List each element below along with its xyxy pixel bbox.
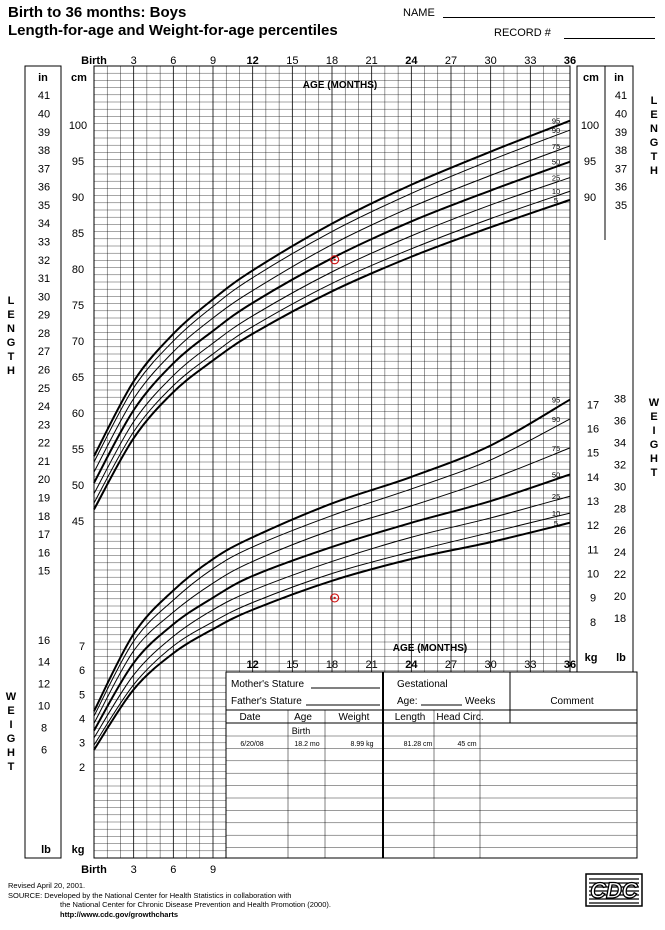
length-tick-cm: 45 bbox=[71, 516, 85, 528]
length-tick-in: 41 bbox=[37, 90, 51, 103]
weight-tick-kg-right: 17 bbox=[586, 399, 600, 412]
length-tick-cm-right: 90 bbox=[583, 192, 597, 204]
weight-tick-lb-right: 18 bbox=[613, 612, 627, 625]
age-tick-top: 15 bbox=[286, 55, 299, 67]
age-tick-bottom: 9 bbox=[209, 864, 217, 876]
length-tick-cm: 75 bbox=[71, 300, 85, 312]
length-tick-cm: 55 bbox=[71, 444, 85, 456]
plotted-point-dot bbox=[333, 597, 335, 599]
length-tick-in-right: 39 bbox=[614, 126, 628, 139]
length-tick-cm: 85 bbox=[71, 228, 85, 240]
length-tick-in: 24 bbox=[37, 401, 51, 414]
length-tick-in: 27 bbox=[37, 346, 51, 359]
length-tick-in: 36 bbox=[37, 181, 51, 194]
age-tick-top: 9 bbox=[209, 55, 217, 67]
length-tick-in-right: 41 bbox=[614, 90, 628, 103]
length-tick-in: 21 bbox=[37, 455, 51, 468]
length-tick-in: 35 bbox=[37, 199, 51, 212]
weight-tick-lb-right: 32 bbox=[613, 459, 627, 472]
length-side-label-right: L E N G T H bbox=[649, 95, 659, 177]
length-tick-cm: 90 bbox=[71, 192, 85, 204]
weight-tick-kg-left: 7 bbox=[78, 641, 86, 653]
weight-tick-lb-left: 10 bbox=[37, 700, 51, 713]
weight-tick-lb-right: 20 bbox=[613, 590, 627, 603]
weight-percentile-label: 75 bbox=[551, 443, 561, 453]
col-header-weight: Weight bbox=[338, 712, 370, 723]
length-percentile-label: 50 bbox=[551, 157, 561, 167]
length-percentile-label: 25 bbox=[551, 173, 561, 183]
age-tick-mid: 24 bbox=[405, 659, 418, 671]
age-tick-top: 12 bbox=[246, 55, 259, 67]
length-unit-in-right: in bbox=[614, 72, 624, 84]
mothers-stature-label: Mother's Stature bbox=[231, 679, 305, 690]
age-tick-top: 36 bbox=[563, 55, 577, 67]
weight-tick-lb-right: 34 bbox=[613, 437, 627, 450]
row-age: 18.2 mo bbox=[294, 741, 320, 748]
weight-unit-lb-right: lb bbox=[616, 652, 626, 664]
age-tick-top: 30 bbox=[484, 55, 497, 67]
length-tick-in: 29 bbox=[37, 309, 51, 322]
footer-source: SOURCE: Developed by the National Center for Health Statistics in collaboration with bbox=[8, 890, 292, 900]
weight-tick-lb-right: 30 bbox=[613, 481, 627, 494]
weight-tick-kg-right: 11 bbox=[587, 544, 599, 557]
length-tick-in: 37 bbox=[37, 163, 51, 176]
length-tick-in: 34 bbox=[37, 218, 51, 231]
record-label: RECORD # bbox=[494, 27, 551, 39]
length-tick-in: 15 bbox=[37, 565, 51, 578]
col-header-length: Length bbox=[394, 712, 426, 723]
length-tick-cm: 50 bbox=[71, 480, 85, 492]
fathers-stature-label: Father's Stature bbox=[231, 696, 302, 707]
age-tick-bottom: 6 bbox=[170, 864, 177, 876]
weight-unit-kg-left: kg bbox=[71, 844, 85, 856]
weight-tick-kg-right: 16 bbox=[586, 423, 600, 436]
weight-tick-lb-left: 6 bbox=[40, 744, 48, 757]
weight-side-label-left: W E I G H T bbox=[5, 691, 17, 773]
age-tick-top: 24 bbox=[405, 55, 418, 67]
age-tick-top: Birth bbox=[81, 55, 107, 67]
footer-url[interactable]: http://www.cdc.gov/growthcharts bbox=[60, 909, 179, 919]
length-tick-in: 39 bbox=[37, 126, 51, 139]
age-tick-top: 27 bbox=[444, 55, 458, 67]
weight-tick-lb-right: 28 bbox=[613, 503, 627, 516]
length-unit-in-left: in bbox=[38, 72, 48, 84]
age-tick-top: 21 bbox=[365, 55, 378, 67]
length-percentile-label: 5 bbox=[553, 195, 559, 205]
row-date: 6/20/08 bbox=[240, 741, 264, 748]
name-label: NAME bbox=[403, 7, 435, 19]
gestational-age-label: Age: bbox=[397, 696, 418, 707]
age-tick-top: 3 bbox=[130, 55, 137, 67]
col-header-age: Age bbox=[294, 712, 312, 723]
age-tick-top: 6 bbox=[170, 55, 177, 67]
weight-tick-lb-right: 22 bbox=[613, 569, 627, 582]
weight-unit-kg-right: kg bbox=[584, 652, 598, 664]
length-tick-in-right: 36 bbox=[614, 181, 628, 194]
length-tick-in: 16 bbox=[37, 547, 51, 560]
col-header-date: Date bbox=[239, 712, 261, 723]
weight-tick-kg-right: 9 bbox=[589, 592, 597, 605]
weight-tick-kg-left: 6 bbox=[78, 665, 86, 678]
length-tick-in: 33 bbox=[37, 236, 51, 249]
length-tick-in-right: 35 bbox=[614, 199, 628, 212]
data-entry-form bbox=[226, 672, 637, 858]
weight-tick-kg-right: 8 bbox=[589, 616, 597, 629]
length-percentile-label: 75 bbox=[551, 141, 561, 151]
length-tick-in: 32 bbox=[37, 254, 51, 267]
weight-tick-kg-right: 10 bbox=[586, 568, 600, 581]
age-tick-mid: 12 bbox=[246, 659, 259, 671]
cdc-logo-text: CDC bbox=[590, 878, 638, 903]
weight-tick-lb-right: 26 bbox=[613, 525, 627, 538]
weight-tick-lb-right: 24 bbox=[613, 547, 627, 560]
weight-tick-lb-left: 14 bbox=[37, 656, 51, 669]
length-tick-in-right: 38 bbox=[614, 145, 628, 158]
length-tick-in-right: 40 bbox=[614, 108, 628, 121]
length-percentile-label: 10 bbox=[551, 187, 561, 197]
length-tick-cm: 60 bbox=[71, 408, 85, 420]
length-tick-cm: 70 bbox=[71, 336, 85, 348]
weight-tick-kg-right: 15 bbox=[586, 447, 600, 460]
age-tick-mid: 36 bbox=[563, 659, 577, 671]
plotted-point-dot bbox=[333, 259, 335, 261]
age-tick-bottom: Birth bbox=[81, 864, 107, 876]
weight-percentile-label: 90 bbox=[551, 414, 561, 424]
length-tick-cm-right: 100 bbox=[580, 120, 600, 132]
length-percentile-label: 90 bbox=[551, 126, 561, 136]
length-tick-in: 31 bbox=[37, 273, 51, 286]
age-tick-bottom: 3 bbox=[130, 864, 137, 876]
weight-percentile-label: 95 bbox=[551, 395, 561, 405]
weight-tick-kg-left: 3 bbox=[78, 737, 86, 750]
weeks-label: Weeks bbox=[465, 696, 496, 707]
length-unit-cm-right: cm bbox=[583, 72, 599, 84]
age-tick-mid: 18 bbox=[325, 659, 339, 671]
weight-tick-lb-right: 36 bbox=[613, 415, 627, 428]
length-tick-in: 25 bbox=[37, 382, 51, 395]
length-tick-cm-right: 95 bbox=[583, 156, 597, 168]
weight-tick-lb-left: 16 bbox=[37, 634, 51, 647]
weight-tick-lb-left: 8 bbox=[40, 722, 48, 735]
length-tick-in: 38 bbox=[37, 145, 51, 158]
weight-tick-kg-right: 14 bbox=[586, 471, 600, 484]
length-tick-cm: 100 bbox=[68, 120, 88, 132]
age-tick-mid: 15 bbox=[286, 659, 299, 671]
weight-unit-lb-left: lb bbox=[41, 844, 51, 856]
weight-percentile-label: 50 bbox=[551, 470, 561, 480]
col-header-head: Head Circ. bbox=[436, 712, 484, 723]
length-tick-cm: 95 bbox=[71, 156, 85, 168]
length-tick-in: 26 bbox=[37, 364, 51, 377]
footer bbox=[8, 881, 331, 919]
weight-tick-kg-left: 2 bbox=[78, 761, 86, 774]
age-tick-mid: 30 bbox=[484, 659, 497, 671]
length-tick-cm: 65 bbox=[71, 372, 85, 384]
age-axis-label-top: AGE (MONTHS) bbox=[302, 80, 378, 91]
length-tick-in: 40 bbox=[37, 108, 51, 121]
length-percentile-label: 95 bbox=[551, 116, 561, 126]
length-tick-in: 30 bbox=[37, 291, 51, 304]
age-axis-label-bottom: AGE (MONTHS) bbox=[392, 643, 468, 654]
chart-subtitle: Length-for-age and Weight-for-age percentiles bbox=[8, 22, 338, 39]
length-tick-in: 19 bbox=[37, 492, 51, 505]
age-tick-top: 18 bbox=[325, 55, 339, 67]
length-side-label-left: L E N G T H bbox=[6, 295, 16, 377]
length-tick-in-right: 37 bbox=[614, 163, 628, 176]
length-tick-in: 20 bbox=[37, 474, 51, 487]
weight-tick-lb-right: 38 bbox=[613, 393, 627, 406]
weight-tick-kg-left: 4 bbox=[78, 713, 86, 726]
row-length: 81.28 cm bbox=[403, 741, 433, 748]
weight-side-label-right: W E I G H T bbox=[648, 397, 660, 479]
weight-percentile-label: 25 bbox=[551, 492, 561, 502]
weight-percentile-label: 5 bbox=[553, 518, 559, 528]
age-tick-mid: 21 bbox=[365, 659, 378, 671]
row-head: 45 cm bbox=[457, 741, 477, 748]
gestational-label: Gestational bbox=[397, 679, 448, 690]
footer-source-2: the National Center for Chronic Disease Prevention and Health Promotion (2000). bbox=[60, 900, 331, 910]
comment-label: Comment bbox=[550, 696, 594, 707]
birth-row-label: Birth bbox=[291, 726, 311, 736]
row-weight: 8.99 kg bbox=[350, 741, 374, 748]
length-tick-cm: 80 bbox=[71, 264, 85, 276]
weight-percentile-label: 10 bbox=[551, 509, 561, 519]
weight-tick-kg-right: 13 bbox=[586, 496, 600, 509]
footer-revised: Revised April 20, 2001. bbox=[8, 881, 86, 890]
age-tick-mid: 27 bbox=[444, 659, 458, 671]
length-tick-in: 23 bbox=[37, 419, 51, 432]
length-tick-in: 17 bbox=[37, 529, 51, 542]
weight-tick-lb-left: 12 bbox=[37, 678, 51, 691]
length-unit-cm-left: cm bbox=[71, 72, 87, 84]
length-tick-in: 18 bbox=[37, 510, 51, 523]
cdc-logo bbox=[585, 873, 643, 907]
age-tick-top: 33 bbox=[524, 55, 537, 67]
weight-tick-kg-left: 5 bbox=[78, 689, 86, 702]
length-tick-in: 22 bbox=[37, 437, 51, 450]
chart-title: Birth to 36 months: Boys bbox=[8, 4, 187, 21]
length-tick-in: 28 bbox=[37, 327, 51, 340]
weight-tick-kg-right: 12 bbox=[586, 520, 600, 533]
age-tick-mid: 33 bbox=[524, 659, 537, 671]
